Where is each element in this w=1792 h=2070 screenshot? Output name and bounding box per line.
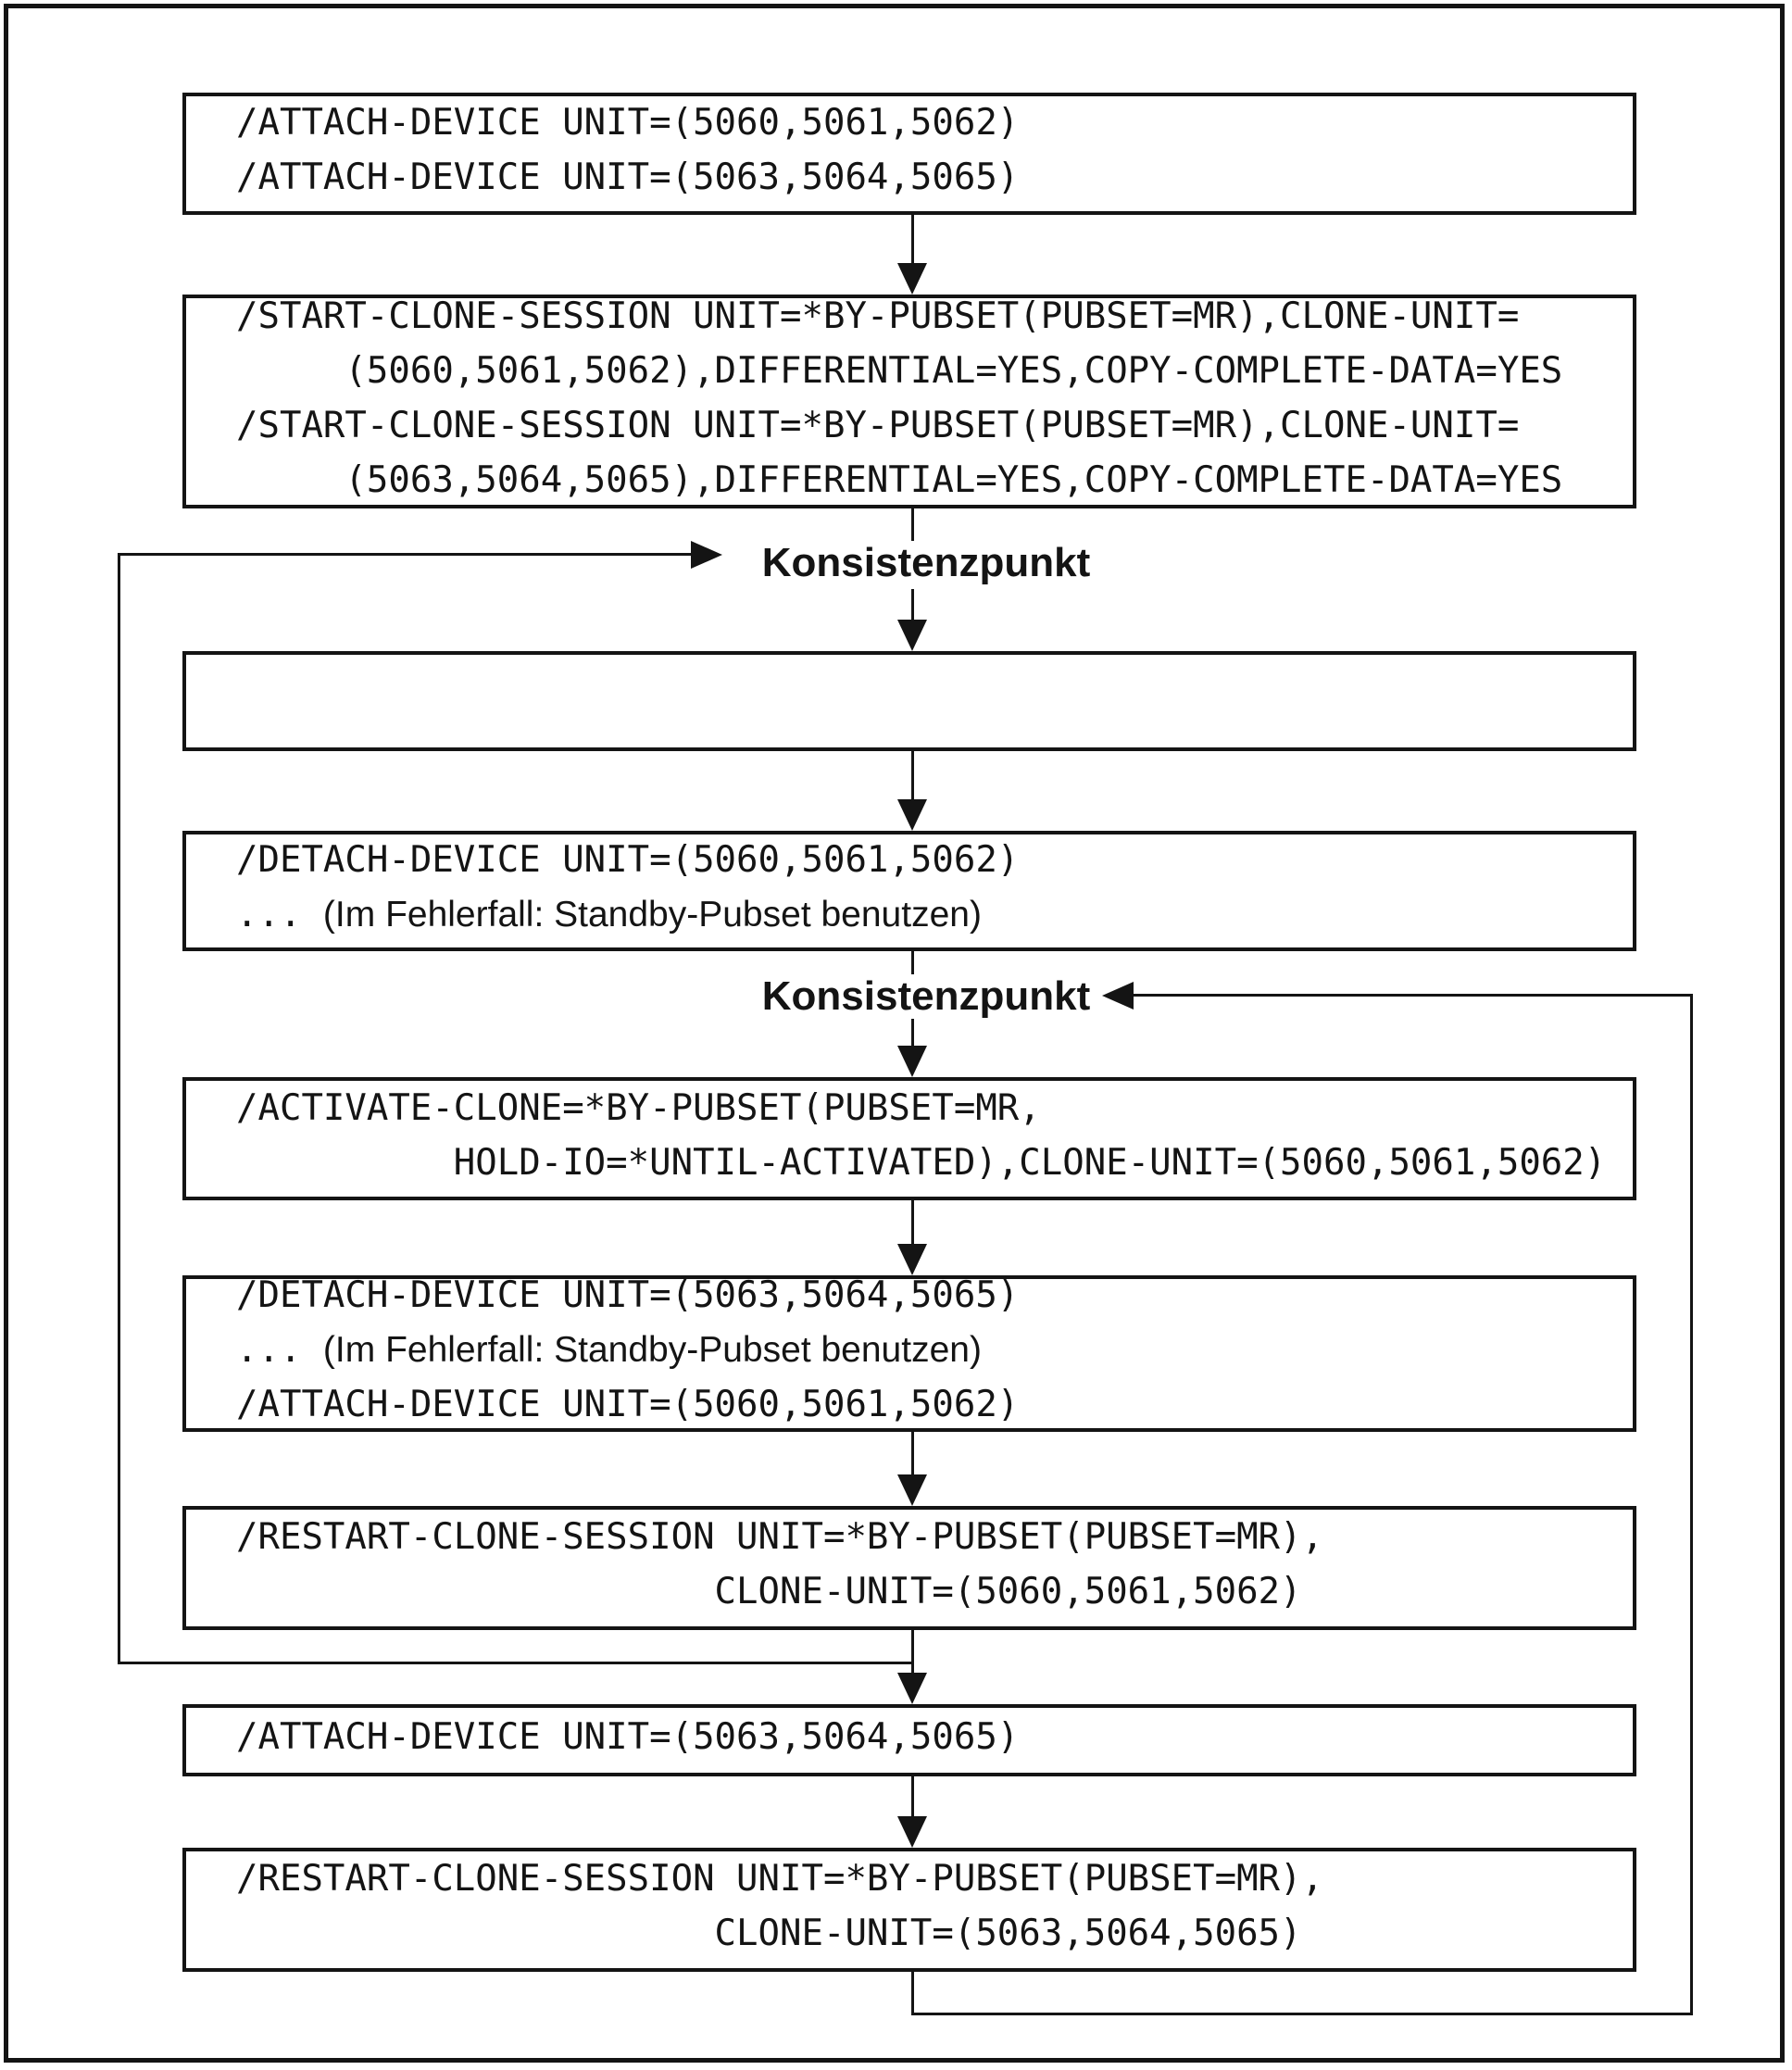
flow-box-empty-step [182,651,1636,751]
flow-line [911,1630,914,1676]
flow-line [911,1200,914,1247]
arrowhead-down-icon [897,799,927,831]
flow-box-detach-device-5063 [182,1275,1636,1432]
flow-line [911,1972,914,2015]
flow-box-activate-clone [182,1077,1636,1200]
consistency-point-label-1: Konsistenzpunkt [753,541,1099,585]
flow-line [911,215,914,267]
flow-box-restart-clone-session-5060 [182,1506,1636,1630]
command-line: /RESTART-CLONE-SESSION UNIT=*BY-PUBSET(PUBSET=MR), [236,1858,1323,1900]
command-line: /ATTACH-DEVICE UNIT=(5060,5061,5062) [236,1384,1020,1425]
flow-line [911,751,914,803]
flow-box-restart-clone-session-5063 [182,1848,1636,1972]
loop-line-left-bottom [118,1662,912,1664]
arrowhead-down-icon [897,1244,927,1275]
flow-line [911,1776,914,1821]
command-line: /ATTACH-DEVICE UNIT=(5060,5061,5062) [236,102,1020,144]
arrowhead-left-icon [1102,982,1134,1010]
loop-line-left-top [118,553,692,556]
command-line: HOLD-IO=*UNTIL-ACTIVATED),CLONE-UNIT=(5060,5061,5062) [236,1141,1607,1184]
command-line: CLONE-UNIT=(5060,5061,5062) [236,1571,1302,1612]
command-line: ... (Im Fehlerfall: Standby-Pubset benutzen) [236,894,982,935]
command-line: (5060,5061,5062),DIFFERENTIAL=YES,COPY-COMPLETE-DATA=YES [236,349,1563,392]
arrowhead-down-icon [897,263,927,295]
consistency-point-label-2: Konsistenzpunkt [753,974,1099,1019]
flow-box-attach-devices-initial [182,93,1636,215]
loop-line-right-bottom [911,2013,1693,2015]
command-line: CLONE-UNIT=(5063,5064,5065) [236,1913,1302,1954]
command-line: /DETACH-DEVICE UNIT=(5063,5064,5065) [236,1275,1020,1316]
command-line: /RESTART-CLONE-SESSION UNIT=*BY-PUBSET(PUBSET=MR), [236,1516,1323,1558]
command-line: /ACTIVATE-CLONE=*BY-PUBSET(PUBSET=MR, [236,1086,1041,1129]
arrowhead-down-icon [897,1816,927,1848]
arrowhead-down-icon [897,1474,927,1506]
arrowhead-right-icon [691,541,722,569]
flow-box-detach-device-5060 [182,831,1636,951]
command-line: /START-CLONE-SESSION UNIT=*BY-PUBSET(PUBSET=MR),CLONE-UNIT= [236,295,1520,337]
arrowhead-down-icon [897,1673,927,1704]
command-line: /START-CLONE-SESSION UNIT=*BY-PUBSET(PUBSET=MR),CLONE-UNIT= [236,404,1520,446]
command-line: (5063,5064,5065),DIFFERENTIAL=YES,COPY-COMPLETE-DATA=YES [236,458,1563,501]
arrowhead-down-icon [897,620,927,651]
loop-line-right-vertical [1690,994,1693,2015]
flow-line [911,1432,914,1478]
flow-line [911,589,914,622]
command-line: ... (Im Fehlerfall: Standby-Pubset benutzen) [236,1329,982,1371]
loop-line-right-top [1134,994,1693,997]
flow-box-start-clone-sessions [182,295,1636,508]
command-line: /ATTACH-DEVICE UNIT=(5063,5064,5065) [236,1715,1020,1758]
flow-box-attach-device-5063 [182,1704,1636,1776]
loop-line-left-vertical [118,553,120,1664]
command-line: /DETACH-DEVICE UNIT=(5060,5061,5062) [236,839,1020,881]
arrowhead-down-icon [897,1046,927,1077]
flow-line [911,1019,914,1048]
command-line: /ATTACH-DEVICE UNIT=(5063,5064,5065) [236,157,1020,198]
